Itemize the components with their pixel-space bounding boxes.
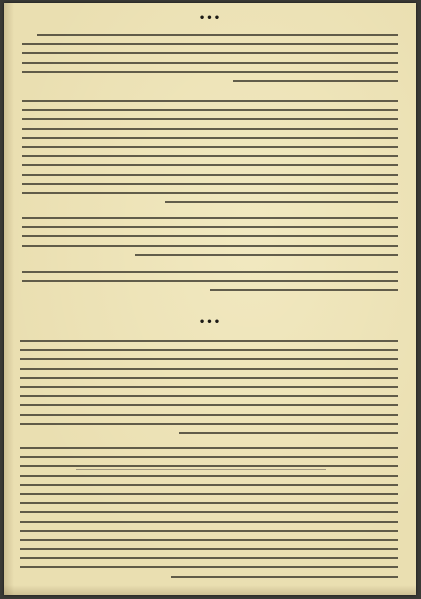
scanned-page: [4, 3, 416, 595]
paragraph-5: [20, 340, 398, 441]
paragraph-1: [22, 34, 398, 89]
paragraph-6: [20, 447, 398, 585]
page-edge-shadow: [4, 585, 416, 595]
paragraph-2: [22, 100, 398, 210]
section-separator: •••: [198, 13, 222, 24]
paragraph-4: [22, 271, 398, 299]
section-separator: •••: [198, 317, 222, 328]
paragraph-3: [22, 217, 398, 263]
hand-underline: [76, 469, 326, 470]
page-edge-shadow: [4, 3, 14, 595]
